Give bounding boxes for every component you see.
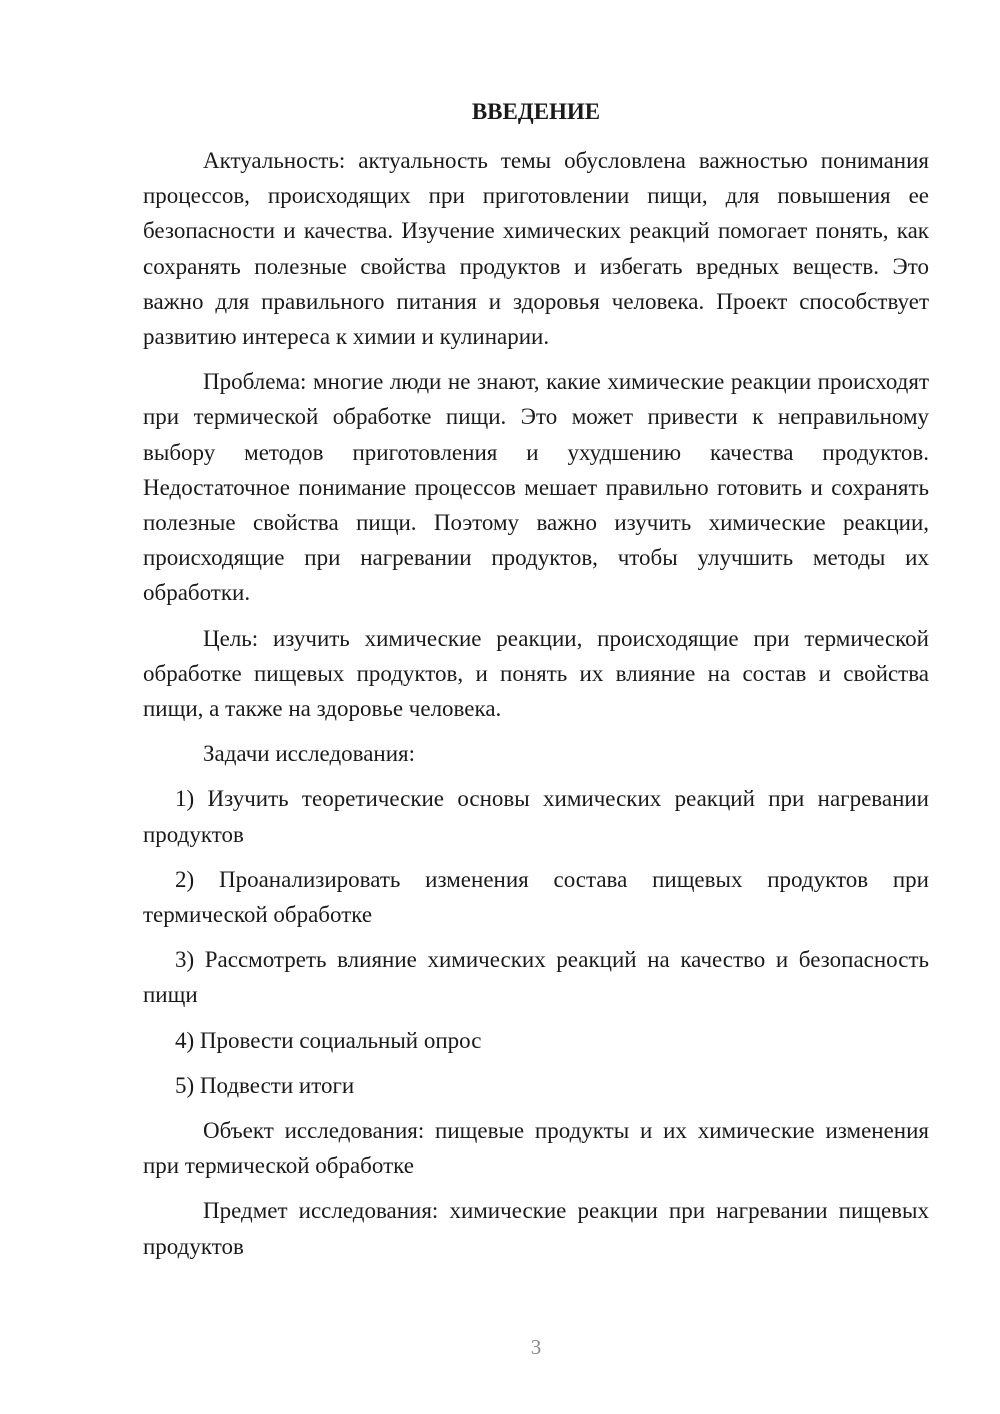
paragraph-object: Объект исследования: пищевые продукты и их химические изменения при термической обработке [143, 1118, 929, 1179]
paragraph-goal: Цель: изучить химические реакции, происходящие при термической обработке пищевых продуктов, и понять их влияние на состав и свойства пищи, а также на здоровье человека. [143, 625, 929, 722]
task-item-1: 1) Изучить теоретические основы химических реакций при нагревании продуктов [143, 786, 929, 847]
task-item-4: 4) Провести социальный опрос [175, 1027, 482, 1053]
task-item-5: 5) Подвести итоги [175, 1072, 355, 1098]
document-body [143, 143, 929, 1274]
paragraph-subject: Предмет исследования: химические реакции при нагревании пищевых продуктов [143, 1198, 929, 1259]
task-item-2: 2) Проанализировать изменения состава пищевых продуктов при термической обработке [143, 866, 929, 928]
paragraph-tasks-heading: Задачи исследования: [203, 741, 416, 767]
page-title: ВВЕДЕНИЕ [471, 99, 601, 124]
page-number: 3 [530, 1335, 542, 1359]
task-item-3: 3) Рассмотреть влияние химических реакций на качество и безопасность пищи [143, 947, 929, 1008]
paragraph-relevance: Актуальность: актуальность темы обусловлена важностью понимания процессов, происходящих при приготовлении пищи, для повышения ее безопасности и качества. Изучение химических реакций помогает понять, как сохранять полезные свойства продуктов и избегать вредных веществ. Это важно для правильного питания и здоровья человека. Проект способствует развитию интереса к химии и кулинарии. [143, 148, 929, 350]
paragraph-problem: Проблема: многие люди не знают, какие химические реакции происходят при термической обработке пищи. Это может привести к неправильному выбору методов приготовления и ухудшению качества продуктов. Недостаточное понимание процессов мешает правильно готовить и сохранять полезные свойства пищи. Поэтому важно изучить химические реакции, происходящие при нагревании продуктов, чтобы улучшить методы их обработки. [143, 369, 929, 606]
